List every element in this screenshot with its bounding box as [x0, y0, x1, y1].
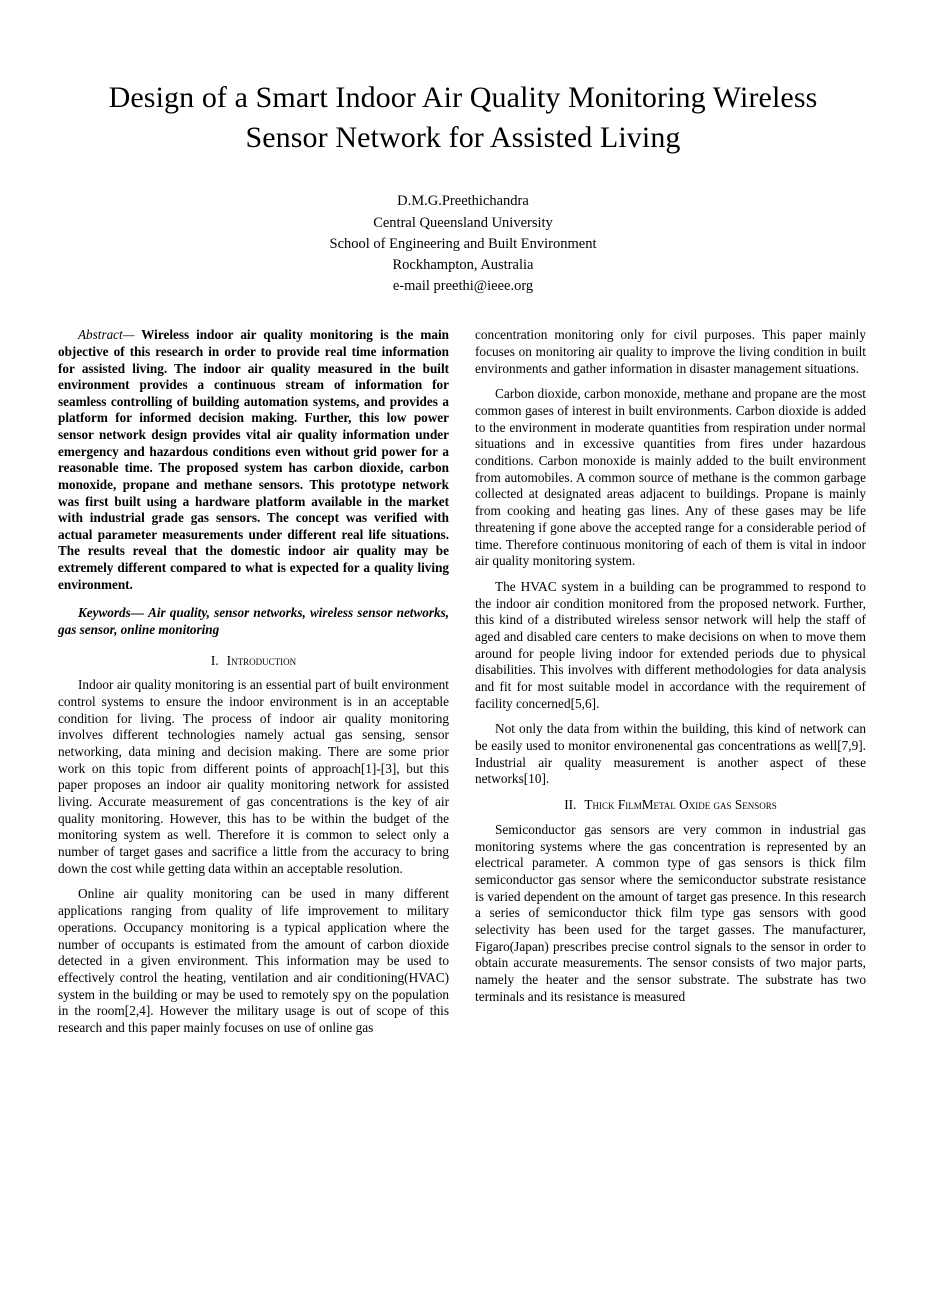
right-column — [475, 327, 866, 1045]
left-column — [58, 327, 449, 1045]
paragraph: Online air quality monitoring can be used in many different applications ranging from quality of life improvement to military operations. Occupancy monitoring is a typical application where the number of occupants is estimated from the amount of carbon dioxide detected in a given environment. This information may be used to effectively control the heating, ventilation and air conditioning(HVAC) system in the building or may be used to remotely spy on the population in the room[2,4]. However the military usage is out of scope of this research and this paper mainly focuses on use of online gas — [58, 886, 449, 1035]
author-block — [72, 191, 854, 297]
affiliation-line-1: Central Queensland University — [373, 215, 553, 232]
abstract-paragraph — [58, 327, 449, 593]
paragraph: Indoor air quality monitoring is an essential part of built environment control systems to ensure the indoor environment is in an acceptable condition for living. The process of indoor air quality monitoring involves different technologies namely actual gas sensing, sensor networking, data mining and decision making. There are some prior work on this topic from different points of approach[1]-[3], but this paper proposes an indoor air quality monitoring network for assisted living. Accurate measurement of gas concentrations is the key of air quality monitoring. However, this has to be within the budget of the monitoring system as well. Therefore it is common to select only a number of target gases and sacrifice a little from the accuracy to bring down the cost while getting data within an acceptable resolution. — [58, 677, 449, 876]
affiliation-line-2: School of Engineering and Built Environment — [329, 236, 597, 253]
title-block — [0, 0, 926, 297]
keywords-label: Keywords— — [78, 605, 144, 621]
section-heading-introduction — [58, 653, 449, 670]
section-number-2: II. — [564, 797, 577, 813]
section-heading-thick-film-sensors — [475, 797, 866, 814]
abstract-text: Wireless indoor air quality monitoring is the main objective of this research in order to provide real time information for assisted living. The indoor air quality measured in the built environment provides a continuous stream of information for seamless controlling of building automation systems, and provides a platform for informed decision making. Further, this low power sensor network design provides vital air quality information under emergency and hazardous conditions even without grid power for a reasonable time. The proposed system has carbon dioxide, carbon monoxide, propane and methane sensors. This prototype network was first built using a hardware platform available in the market with industrial grade gas sensors. The concept was verified with actual parameter measurements under different real life situations. The results reveal that the domestic indoor air quality may be extremely different compared to what is expected for a quality living environment. — [58, 327, 449, 592]
paragraph: Carbon dioxide, carbon monoxide, methane and propane are the most common gases of interest in built environments. Carbon dioxide is added to the environment in moderate quantities from respiration under normal situations and in excessive quantities from fires under hazardous conditions. Carbon monoxide is mainly added to the built environment from automobiles. A common source of methane is the common garbage collected at designated areas adjacent to buildings. Propane is mainly from cooking and heating gas lines. Any of these gases may be life threatening if gone above the accepted range for a considerable period of time. Therefore continuous monitoring of each of them is vital in indoor air quality monitoring system. — [475, 386, 866, 569]
page-title: Design of a Smart Indoor Air Quality Monitoring Wireless Sensor Network for Assisted Living — [108, 81, 818, 154]
affiliation-line-3: Rockhampton, Australia — [392, 257, 534, 274]
paragraph: concentration monitoring only for civil purposes. This paper mainly focuses on monitoring air quality to improve the living condition in built environments and gather information in disaster management situations. — [475, 327, 866, 376]
section-title-1: Introduction — [226, 652, 297, 668]
abstract-label: Abstract— — [78, 327, 135, 343]
paragraph: Not only the data from within the building, this kind of network can be easily used to monitor environenental gas concentrations as well[7,9]. Industrial air quality measurement is another aspect of these networks[10]. — [475, 721, 866, 787]
author-name: D.M.G.Preethichandra — [397, 193, 529, 210]
keywords-text: Air quality, sensor networks, wireless sensor networks, gas sensor, online monitoring — [58, 605, 450, 637]
paragraph: Semiconductor gas sensors are very common in industrial gas monitoring systems where the gas concentration is represented by an electrical parameter. A common type of gas sensors is thick film semiconductor gas sensor where the semiconductor substrate resistance is varied dependent on the amount of target gas presence. In this research a series of semiconductor thick film type gas sensors with good selectivity has been used for the target gasses. The manufacturer, Figaro(Japan) prescribes precise control signals to the sensor in order to obtain accurate measurements. The sensor consists of two major parts, namely the heater and the sensor substrate. The substrate has two terminals and its resistance is measured — [475, 821, 866, 1004]
paragraph: The HVAC system in a building can be programmed to respond to the indoor air condition monitored from the proposed network. Further, this kind of a distributed wireless sensor network will help the staff of aged and disabled care centers to make decisions on when to move them around for people living indoor for extended periods due to physical disabilities. This involves with different methodologies for data analysis and fit for most suitable model in accordance with the requirement of facility concerned[5,6]. — [475, 578, 866, 711]
section-number-1: I. — [210, 652, 219, 668]
author-email: e-mail preethi@ieee.org — [392, 278, 534, 295]
two-column-body — [0, 297, 926, 1045]
keywords-paragraph — [58, 605, 449, 638]
section-title-2: Thick FilmMetal Oxide gas Sensors — [584, 797, 777, 813]
